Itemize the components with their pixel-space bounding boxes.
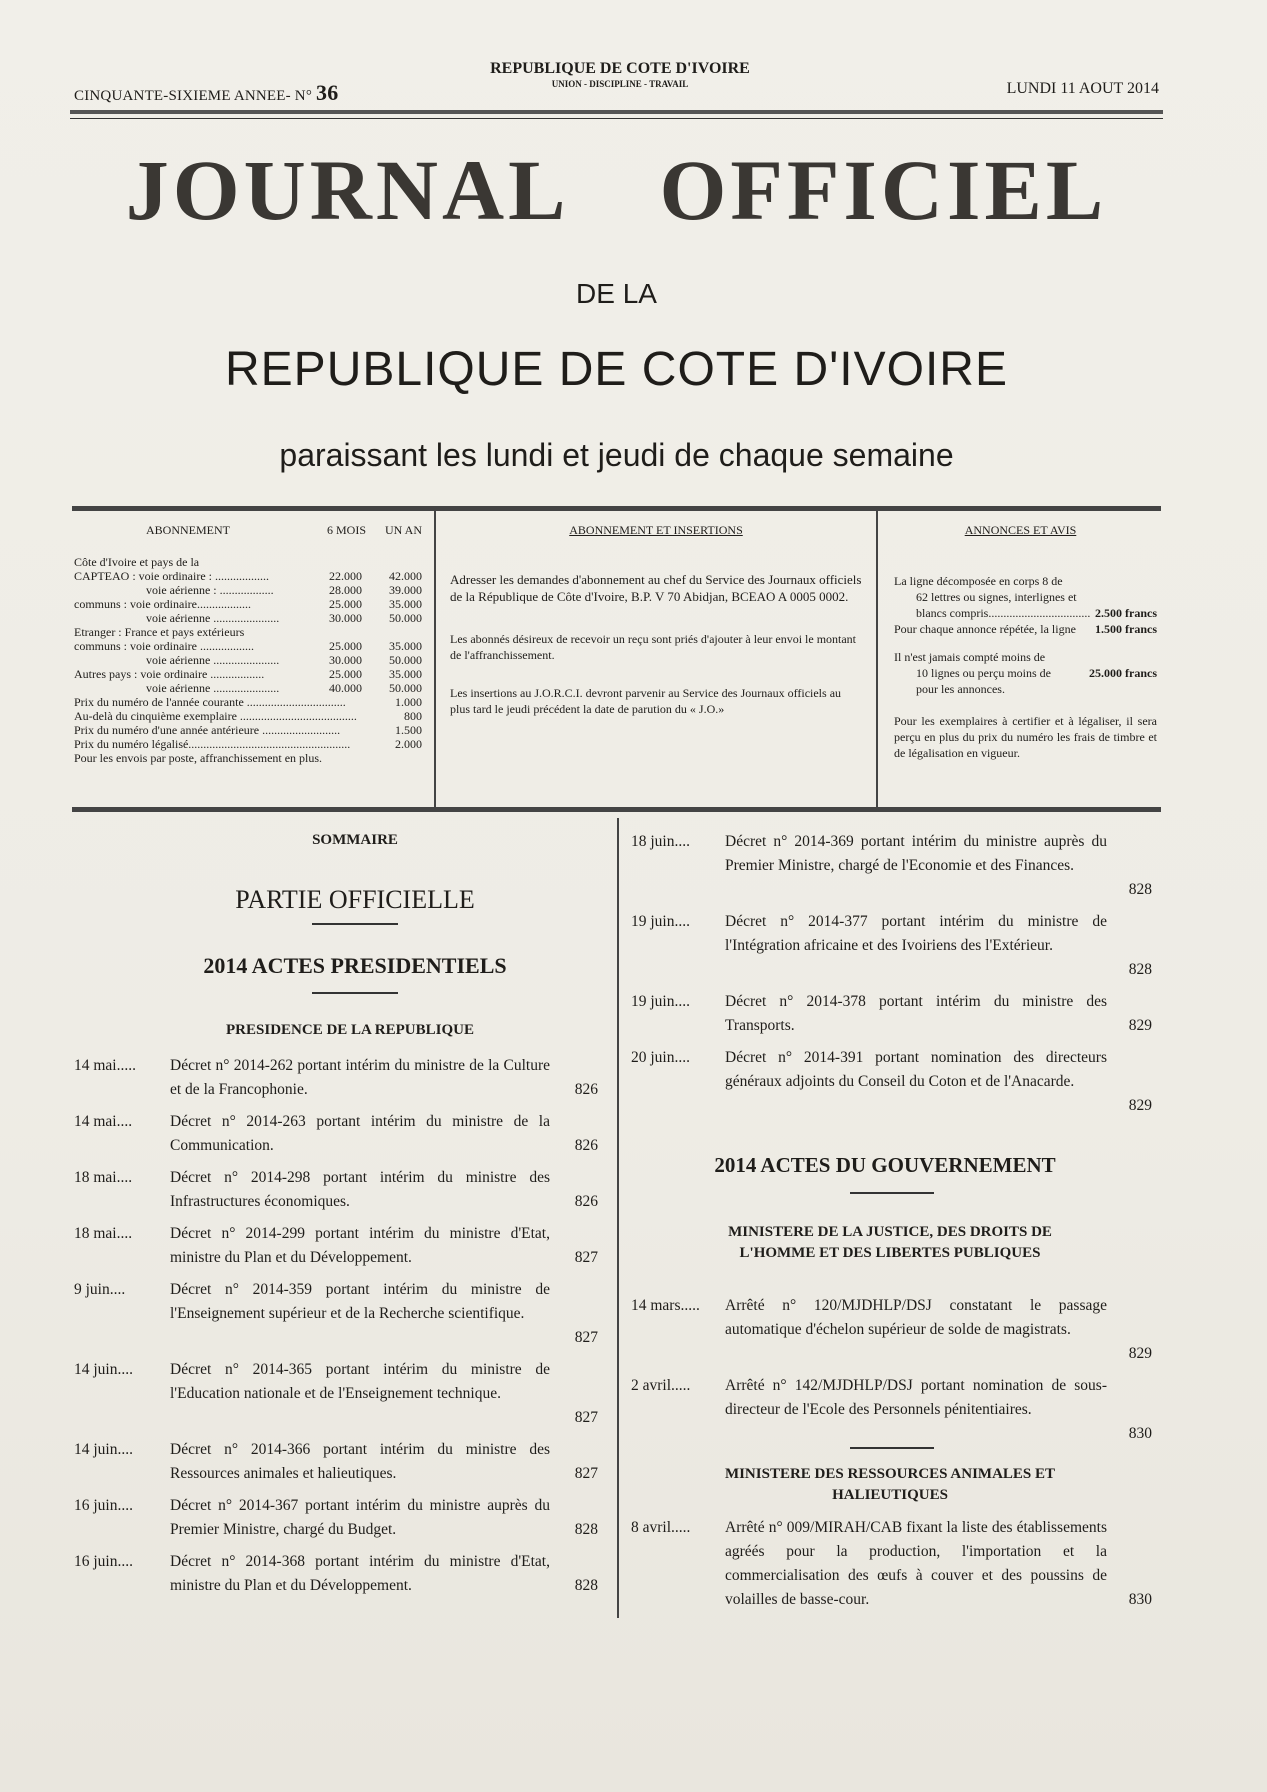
header-rule [70,110,1163,114]
entry-page: 828 [1128,961,1152,978]
sommaire-entry[interactable] [631,1046,1152,1118]
tariff-unan: 35.000 [389,639,422,653]
country-header [420,60,820,89]
tariff-6mois: 30.000 [329,653,362,667]
tariff-label: communs : voie ordinaire.................. [74,597,251,611]
tariff-unan: 50.000 [389,611,422,625]
publication-frequency: paraissant les lundi et jeudi de chaque semaine [279,437,954,473]
tariff-unan: 39.000 [389,583,422,597]
masthead-de-la: DE LA [576,278,657,309]
header-rule-thin [70,118,1163,119]
entry-text: Décret n° 2014-365 portant intérim du ministre de l'Education nationale et de l'Enseignement technique. [170,1361,550,1402]
tariff-6mois: 25.000 [329,667,362,681]
entry-date: 19 juin.... [631,993,690,1010]
tariff-row [74,569,422,583]
separator [850,1192,934,1194]
abonnement-column [72,511,422,807]
tariff-6mois [340,723,378,737]
sommaire-entry[interactable] [631,1516,1152,1612]
annonces-line-6: 10 lignes ou perçu moins de [916,666,1051,680]
tariff-unan [362,625,422,639]
entry-text: Arrêté n° 009/MIRAH/CAB fixant la liste des établissements agréés pour la production, l'importation et la commercialisation des œufs à couver et des poussins de volailles de basse-cour. [725,1519,1107,1608]
annonces-price-3: 25.000 francs [1089,666,1157,680]
entry-page: 828 [574,1521,598,1538]
entry-date: 19 juin.... [631,913,690,930]
tariff-row [74,639,422,653]
tariff-unan: 1.500 [395,723,422,737]
tariff-label: voie aérienne ...................... [146,681,280,695]
edition-prefix: CINQUANTE-SIXIEME ANNEE- N° [74,88,313,104]
entry-date: 14 juin.... [74,1441,133,1458]
entry-date: 16 juin.... [74,1497,133,1514]
insertions-p3: Les insertions au J.O.R.C.I. devront parvenir au Service des Journaux officiels au plus tard le jeudi précédent la date de parution du « J.O.» [450,686,842,716]
entry-date: 14 juin.... [74,1361,133,1378]
tariff-unan: 35.000 [389,667,422,681]
tariff-label: voie aérienne ...................... [146,653,280,667]
entry-page: 826 [574,1081,598,1098]
tariff-row [74,751,422,765]
entry-text: Décret n° 2014-263 portant intérim du ministre de la Communication. [170,1113,550,1154]
annonces-line-1: La ligne décomposée en corps 8 de [894,574,1063,588]
entry-text: Décret n° 2014-299 portant intérim du ministre d'Etat, ministre du Plan et du Développement. [170,1225,550,1266]
tariff-unan: 42.000 [389,569,422,583]
insertions-heading: ABONNEMENT ET INSERTIONS [569,523,743,537]
separator [312,992,398,994]
masthead-republique: REPUBLIQUE DE COTE D'IVOIRE [225,343,1008,396]
masthead-word-journal: JOURNAL [125,142,570,238]
tariff-row [74,681,422,695]
annonces-line-2: 62 lettres ou signes, interlignes et [916,590,1077,604]
entry-page: 830 [1128,1425,1152,1442]
tariff-label: Pour les envois par poste, affranchissement en plus. [74,751,323,765]
tariff-label: Côte d'Ivoire et pays de la [74,555,200,569]
entry-date: 2 avril..... [631,1377,691,1394]
tariff-row [74,695,422,709]
annonces-final: Pour les exemplaires à certifier et à légaliser, il sera perçu en plus du prix du numéro les frais de timbre et de légalisation en vigueur. [894,714,1157,760]
annonces-tariff [880,573,1161,761]
entry-page: 827 [574,1465,598,1482]
tariff-label: voie aérienne : .................. [146,583,274,597]
tariff-label: Autres pays : voie ordinaire .................. [74,667,265,681]
entry-date: 20 juin.... [631,1049,690,1066]
masthead-title [70,140,1163,240]
entry-date: 18 juin.... [631,833,690,850]
sommaire-entry[interactable] [74,1278,598,1350]
entry-page: 829 [1128,1345,1152,1362]
tariff-6mois: 40.000 [329,681,362,695]
insertions-p2: Les abonnés désireux de recevoir un reçu sont priés d'ajouter à leur envoi le montant de l'affranchissement. [450,632,857,662]
sommaire-entry[interactable] [631,910,1152,982]
issue-date: LUNDI 11 AOUT 2014 [1006,80,1159,97]
tariff-unan [362,555,422,569]
edition-number [74,80,338,106]
entry-page: 827 [574,1249,598,1266]
actes-presidentiels-heading: 2014 ACTES PRESIDENTIELS [203,953,507,978]
sommaire-entry[interactable] [74,1054,598,1102]
country-name: REPUBLIQUE DE COTE D'IVOIRE [490,60,750,77]
tariff-row [74,555,422,569]
abonnement-heading: ABONNEMENT [146,523,230,537]
tariff-6mois [346,695,381,709]
sommaire-entry[interactable] [631,990,1152,1038]
annonces-line-3: blancs compris.................................. [916,606,1091,620]
tariff-6mois [322,751,368,765]
tariff-row [74,583,422,597]
entry-text: Arrêté n° 120/MJDHLP/DSJ constatant le passage automatique d'échelon supérieur de solde de magistrats. [725,1297,1107,1338]
entry-date: 16 juin.... [74,1553,133,1570]
tariff-label: Prix du numéro légalisé...................................................... [74,737,351,751]
sommaire-entry[interactable] [74,1494,598,1542]
abonnement-col-6mois: 6 MOIS [326,523,366,537]
entry-page: 826 [574,1137,598,1154]
entry-text: Décret n° 2014-369 portant intérim du ministre auprès du Premier Ministre, chargé de l'Economie et des Finances. [725,833,1107,874]
tariff-row [74,611,422,625]
sommaire-entry[interactable] [631,830,1152,902]
annonces-price-2: 1.500 francs [1095,622,1157,636]
annonces-price-1: 2.500 francs [1095,606,1157,620]
entry-page: 828 [574,1577,598,1594]
abonnement-col-unan: UN AN [384,523,422,537]
separator [850,1447,934,1449]
tariff-row [74,723,422,737]
ministere-ressources-heading: MINISTERE DES RESSOURCES ANIMALES ET HALIEUTIQUES [724,1466,1056,1503]
entry-text: Décret n° 2014-377 portant intérim du ministre de l'Intégration africaine et des Ivoiriens des l'Extérieur. [725,913,1107,954]
tariff-row [74,667,422,681]
entry-text: Décret n° 2014-298 portant intérim du ministre des Infrastructures économiques. [170,1169,550,1210]
entry-page: 826 [574,1193,598,1210]
sommaire-entry[interactable] [74,1438,598,1486]
masthead-word-officiel: OFFICIEL [659,142,1108,238]
actes-gouvernement-heading: 2014 ACTES DU GOUVERNEMENT [714,1153,1056,1177]
tariff-6mois: 25.000 [329,597,362,611]
entry-page: 828 [1128,881,1152,898]
entry-page: 827 [574,1329,598,1346]
sommaire-entry[interactable] [74,1550,598,1598]
annonces-line-7: pour les annonces. [916,682,1005,696]
sommaire-title: SOMMAIRE [312,832,398,848]
entry-date: 14 mai.... [74,1113,133,1130]
tariff-unan: 35.000 [389,597,422,611]
entry-text: Décret n° 2014-391 portant nomination des directeurs généraux adjoints du Conseil du Coton et de l'Anacarde. [725,1049,1107,1090]
entry-date: 18 mai.... [74,1169,133,1186]
tariff-label: communs : voie ordinaire .................. [74,639,254,653]
tariff-6mois [350,737,383,751]
tariff-label: Au-delà du cinquième exemplaire ....................................... [74,709,357,723]
sommaire-entry[interactable] [74,1110,598,1158]
tariff-row [74,737,422,751]
country-motto: UNION - DISCIPLINE - TRAVAIL [551,79,689,89]
annonces-column [880,511,1161,807]
tariff-label: voie aérienne ...................... [146,611,280,625]
tariff-6mois [357,709,387,723]
tariff-6mois [310,555,362,569]
tariff-unan: 1.000 [395,695,422,709]
presidence-heading: PRESIDENCE DE LA REPUBLIQUE [226,1022,474,1038]
tariff-6mois: 30.000 [329,611,362,625]
tariff-row [74,597,422,611]
tariff-label: Etranger : France et pays extérieurs [74,625,245,639]
separator [312,923,398,925]
entry-page: 827 [574,1409,598,1426]
entry-text: Décret n° 2014-366 portant intérim du ministre des Ressources animales et halieutiques. [170,1441,550,1482]
sommaire-entry[interactable] [631,1294,1152,1366]
tariff-unan [368,751,422,765]
tariff-label: Prix du numéro d'une année antérieure .......................... [74,723,341,737]
sommaire-entry[interactable] [74,1166,598,1214]
entry-page: 829 [1128,1097,1152,1114]
tariff-table [72,555,422,765]
tariff-6mois: 22.000 [329,569,362,583]
annonces-line-4: Pour chaque annonce répétée, la ligne [894,622,1076,636]
insertions-column [434,511,878,807]
tariff-unan: 800 [404,709,422,723]
ministere-justice-heading: MINISTERE DE LA JUSTICE, DES DROITS DE L'HOMME ET DES LIBERTES PUBLIQUES [728,1224,1052,1261]
subscription-box [72,506,1161,812]
insertions-address [436,571,876,605]
entry-page: 830 [1128,1591,1152,1608]
entry-text: Arrêté n° 142/MJDHLP/DSJ portant nomination de sous-directeur de l'Ecole des Personnels pénitentiaires. [725,1377,1107,1418]
entry-text: Décret n° 2014-378 portant intérim du ministre des Transports. [725,993,1107,1034]
sommaire-entry[interactable] [631,1374,1152,1446]
entry-date: 14 mars..... [631,1297,700,1314]
tariff-6mois [310,625,362,639]
tariff-row [74,653,422,667]
entry-page: 829 [1128,1017,1152,1034]
insertions-p1: Adresser les demandes d'abonnement au chef du Service des Journaux officiels de la République de Côte d'Ivoire, B.P. V 70 Abidjan, BCEAO A 0005 0002. [450,572,862,604]
tariff-6mois: 25.000 [329,639,362,653]
entry-date: 14 mai..... [74,1057,136,1074]
tariff-row [74,709,422,723]
tariff-unan: 2.000 [395,737,422,751]
edition-number-value: 36 [316,80,339,105]
tariff-unan: 50.000 [389,681,422,695]
column-divider [617,818,619,1618]
partie-officielle: PARTIE OFFICIELLE [235,885,475,914]
entry-text: Décret n° 2014-368 portant intérim du ministre d'Etat, ministre du Plan et du Développement. [170,1553,550,1594]
tariff-label: Prix du numéro de l'année courante ................................. [74,695,346,709]
tariff-row [74,625,422,639]
annonces-heading: ANNONCES ET AVIS [964,523,1077,537]
entry-date: 9 juin.... [74,1281,126,1298]
tariff-label: CAPTEAO : voie ordinaire : .................. [74,569,269,583]
tariff-6mois: 28.000 [329,583,362,597]
entry-date: 18 mai.... [74,1225,133,1242]
annonces-line-5: Il n'est jamais compté moins de [894,650,1046,664]
sommaire-entry[interactable] [74,1358,598,1430]
entry-text: Décret n° 2014-359 portant intérim du ministre de l'Enseignement supérieur et de la Recherche scientifique. [170,1281,550,1322]
sommaire-entry[interactable] [74,1222,598,1270]
entry-date: 8 avril..... [631,1519,691,1536]
tariff-unan: 50.000 [389,653,422,667]
entry-text: Décret n° 2014-262 portant intérim du ministre de la Culture et de la Francophonie. [170,1057,550,1098]
entry-text: Décret n° 2014-367 portant intérim du ministre auprès du Premier Ministre, chargé du Budget. [170,1497,550,1538]
